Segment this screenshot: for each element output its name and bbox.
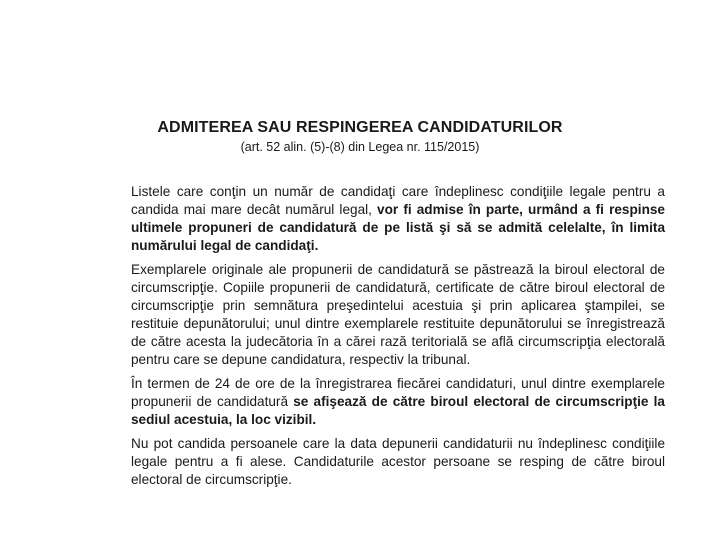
paragraph-original-copies (131, 261, 665, 369)
paragraph-text-end: . (314, 238, 319, 253)
paragraph-text: Nu pot candida persoanele care la data depunerii candidaturii nu îndeplinesc condiţiile legale pentru a fi alese. Candidaturile acestor persoane se resping de către biroul electoral de circumscripţie. (131, 436, 665, 487)
paragraph-text-end: . (312, 412, 317, 427)
paragraph-text: În termen de 24 de ore de la înregistrarea fiecărei candidaturi, unul dintre exemplarele propunerii de candidatură (131, 376, 665, 409)
document-subtitle: (art. 52 alin. (5)-(8) din Legea nr. 115/2015) (240, 140, 480, 154)
paragraph-emphasis: se afişează de către biroul electoral de circumscripţie la sediul acestuia, la loc vizibil (131, 394, 665, 427)
paragraph-display-deadline (131, 375, 665, 429)
paragraph-text: Exemplarele originale ale propunerii de candidatură se păstrează la biroul electoral de circumscripţie. Copiile propunerii de candidatură, certificate de către biroul electoral de circumscripţie prin semnătura preşedintelui acestuia şi prin aplicarea ştampilei, se restituie depunătorului; unul dintre exemplarele restituite depunătorului se înregistrează de către acesta la judecătoria în a cărei rază teritorială se află circumscripţia electorală pentru care se depune candidatura, respectiv la tribunal. (131, 262, 665, 367)
paragraph-text: Listele care conţin un număr de candidaţi care îndeplinesc condiţiile legale pentru a candida mai mare decât numărul legal, (131, 184, 665, 217)
paragraph-emphasis: vor fi admise în parte, urmând a fi respinse ultimele propuneri de candidatură de pe listă şi să se admită celelalte, în limita numărului legal de candidaţi (131, 202, 665, 253)
document-title: ADMITEREA SAU RESPINGEREA CANDIDATURILOR (157, 119, 563, 136)
document-body (131, 183, 665, 495)
paragraph-oversized-lists (131, 183, 665, 255)
paragraph-ineligible-persons (131, 435, 665, 489)
